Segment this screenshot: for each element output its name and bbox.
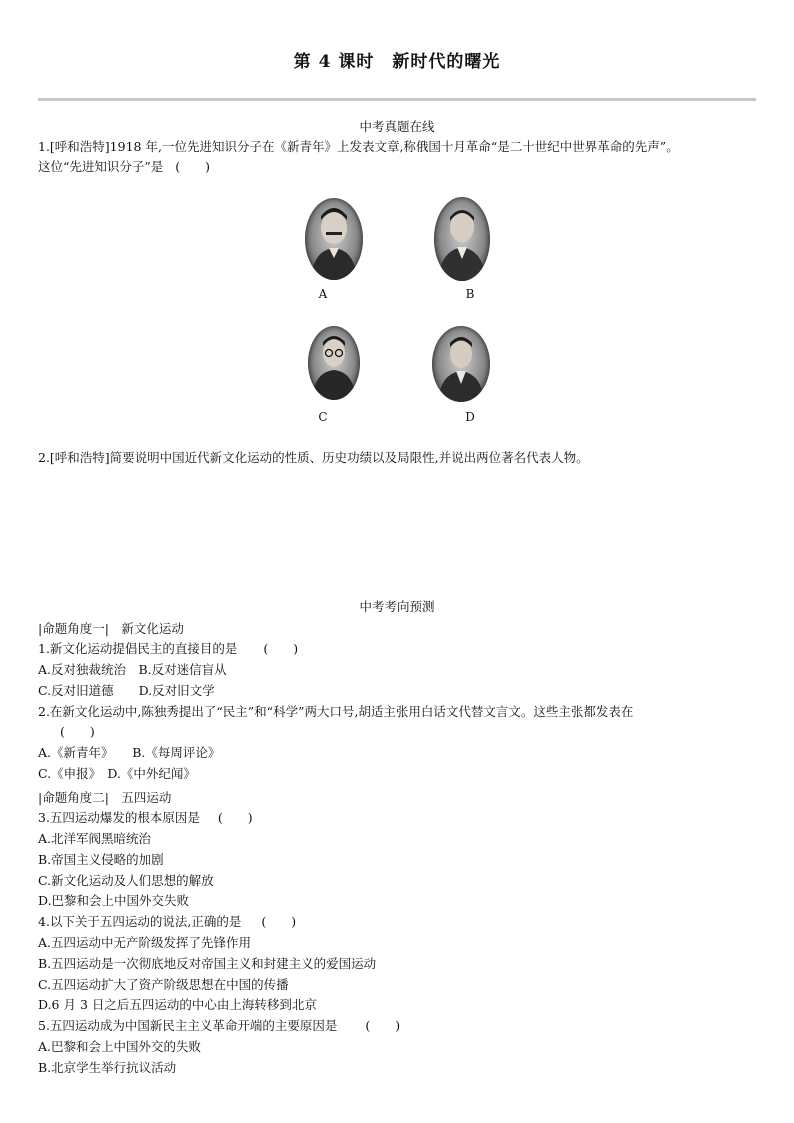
q1-text: 这位“先进知识分子”是: [38, 159, 164, 174]
portrait-b-image: [434, 197, 490, 281]
p-q3-option-a: A.北洋军阀黑暗统治: [38, 831, 152, 846]
option-label-d: D: [465, 410, 475, 424]
portrait-a: [305, 198, 363, 280]
p-q1-options-cd: C.反对旧道德 D.反对旧文学: [38, 683, 215, 698]
p-q1-options-ab: A.反对独裁统治 B.反对迷信盲从: [38, 662, 227, 677]
p-q4-option-c: C.五四运动扩大了资产阶级思想在中国的传播: [38, 977, 289, 992]
p-q1: [38, 640, 297, 658]
option-label-b: B: [465, 287, 475, 301]
answer-paren: ( ): [261, 914, 297, 929]
p-q5-option-b: B.北京学生举行抗议活动: [38, 1060, 177, 1075]
p-q3-option-d: D.巴黎和会上中国外交失败: [38, 893, 190, 908]
p-q3-option-c: C.新文化运动及人们思想的解放: [38, 873, 214, 888]
section-heading-exam-questions: 中考真题在线: [359, 119, 435, 134]
answer-paren: ( ): [365, 1018, 401, 1033]
p-q4-option-b: B.五四运动是一次彻底地反对帝国主义和封建主义的爱国运动: [38, 956, 377, 971]
portrait-c: [308, 326, 360, 400]
p-q4-text: 4.以下关于五四运动的说法,正确的是: [38, 914, 242, 929]
p-q3: [38, 809, 252, 827]
p-q3-option-b: B.帝国主义侵略的加剧: [38, 852, 164, 867]
page-title: 第 4 课时 新时代的曙光: [293, 52, 501, 72]
p-q4: [38, 913, 295, 931]
option-label-a: A: [318, 287, 328, 301]
q1-line1: 1.[呼和浩特]1918 年,一位先进知识分子在《新青年》上发表文章,称俄国十月革命“是二十世纪中世界革命的先声”。: [38, 139, 679, 154]
angle-one-heading: |命题角度一| 新文化运动: [38, 621, 184, 636]
angle-two-heading: |命题角度二| 五四运动: [38, 790, 172, 805]
section-heading-prediction: 中考考向预测: [359, 599, 435, 614]
q1-line2: [38, 158, 209, 176]
p-q1-text: 1.新文化运动提倡民主的直接目的是: [38, 641, 238, 656]
answer-paren: ( ): [263, 641, 299, 656]
option-label-c: C: [318, 410, 328, 424]
header-divider: [38, 98, 756, 101]
portrait-b: [434, 197, 490, 281]
q2-text: 2.[呼和浩特]简要说明中国近代新文化运动的性质、历史功绩以及局限性,并说出两位著名代表人物。: [38, 450, 589, 465]
portrait-c-image: [308, 326, 360, 400]
p-q4-option-a: A.五四运动中无产阶级发挥了先锋作用: [38, 935, 252, 950]
p-q4-option-d: D.6 月 3 日之后五四运动的中心由上海转移到北京: [38, 997, 317, 1012]
portrait-a-image: [305, 198, 363, 280]
p-q5-text: 5.五四运动成为中国新民主主义革命开端的主要原因是: [38, 1018, 338, 1033]
p-q2-text: 2.在新文化运动中,陈独秀提出了“民主”和“科学”两大口号,胡适主张用白话文代替文言文。这些主张都发表在: [38, 704, 634, 719]
p-q5-option-a: A.巴黎和会上中国外交的失败: [38, 1039, 202, 1054]
p-q2-options-cd: C.《申报》 D.《中外纪闻》: [38, 766, 196, 781]
answer-paren: ( ): [60, 724, 95, 739]
portrait-d-image: [432, 326, 490, 402]
p-q3-text: 3.五四运动爆发的根本原因是: [38, 810, 200, 825]
p-q2-options-ab: A.《新青年》 B.《每周评论》: [38, 745, 221, 760]
answer-paren: ( ): [217, 810, 253, 825]
p-q5: [38, 1017, 399, 1035]
answer-paren: ( ): [175, 159, 211, 174]
portrait-d: [432, 326, 490, 402]
